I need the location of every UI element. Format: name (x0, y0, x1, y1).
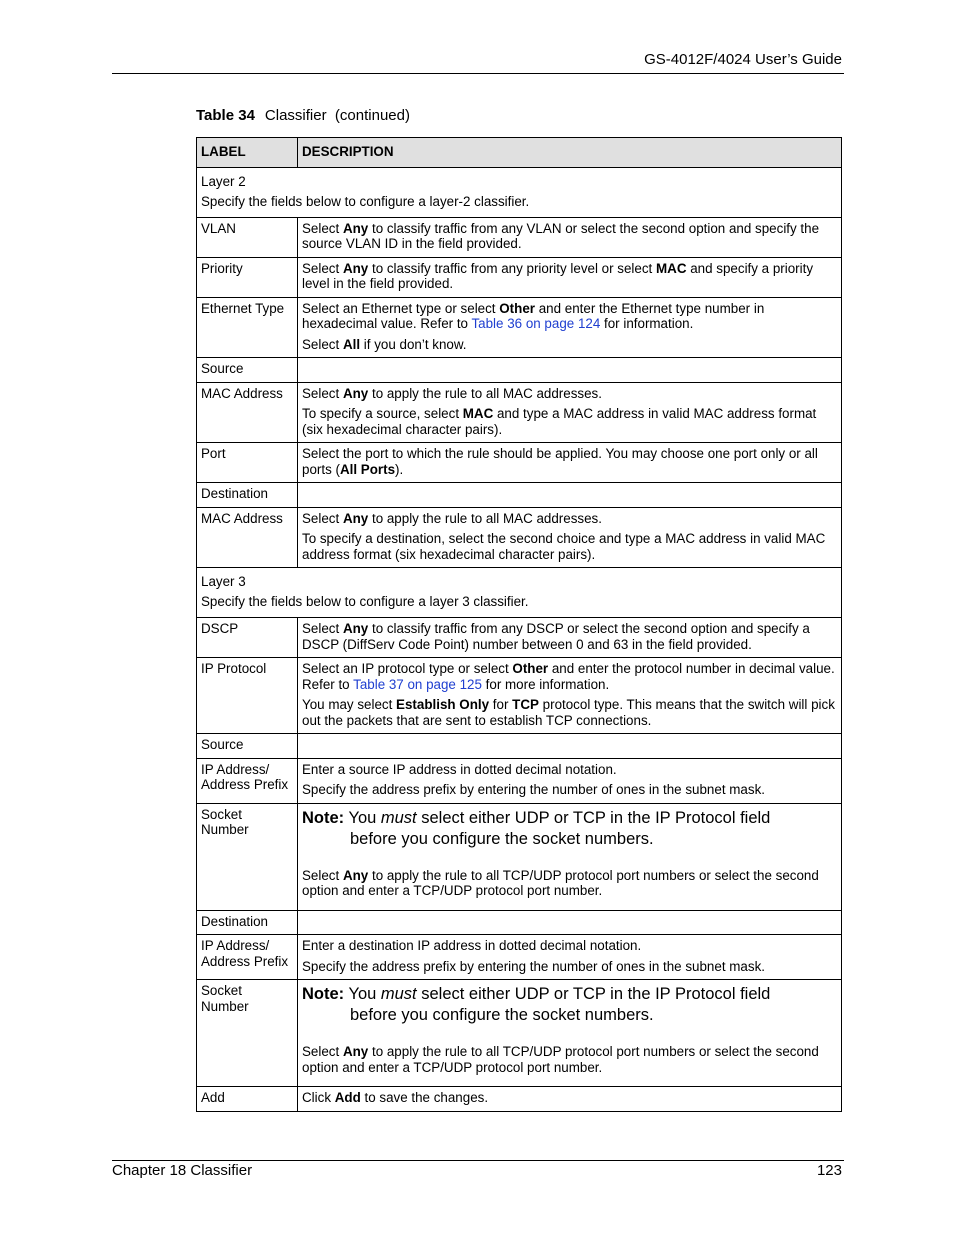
row-description (298, 483, 842, 508)
row-description (298, 910, 842, 935)
row-description (298, 358, 842, 383)
table-row (197, 803, 842, 910)
row-description: Select Any to classify traffic from any VLAN or select the second option and specify the source VLAN ID in the field provided. (298, 217, 842, 257)
table-row (197, 1087, 842, 1112)
table-row (197, 658, 842, 734)
table-row (197, 443, 842, 483)
row-description: Enter a destination IP address in dotted decimal notation. Specify the address prefix by entering the number of ones in the subnet mask. (298, 935, 842, 980)
row-description: Click Add to save the changes. (298, 1087, 842, 1112)
table-row (197, 217, 842, 257)
layer3-title: Layer 3 (201, 574, 246, 589)
classifier-table (196, 137, 842, 1112)
table-row (197, 297, 842, 358)
row-description: Select an Ethernet type or select Other and enter the Ethernet type number in hexadecimal value. Refer to Table 36 on page 124 for information. Select All if you don’t know. (298, 297, 842, 358)
row-description: Select Any to apply the rule to all MAC addresses. To specify a destination, select the second choice and type a MAC address in valid MAC address format (six hexadecimal character pairs). (298, 507, 842, 568)
row-label: IP Address/ Address Prefix (197, 758, 298, 803)
row-label: IP Protocol (197, 658, 298, 734)
row-label: Socket Number (197, 803, 298, 910)
footer-rule (112, 1160, 844, 1161)
table-number: Table 34 (196, 107, 255, 124)
footer-chapter: Chapter 18 Classifier (112, 1162, 253, 1179)
table-caption (196, 107, 410, 124)
table-row (197, 257, 842, 297)
row-label: MAC Address (197, 382, 298, 443)
table-row (197, 734, 842, 759)
table-row (197, 618, 842, 658)
layer2-title: Layer 2 (201, 173, 246, 189)
row-label: Source (197, 734, 298, 759)
table-header-row (197, 138, 842, 168)
row-description: Select Any to classify traffic from any DSCP or select the second option and specify a DSCP (DiffServ Code Point) number between 0 and 63 in the field provided. (298, 618, 842, 658)
row-description: Note: You must select either UDP or TCP in the IP Protocol field before you configure the socket numbers. Select Any to apply the rule to all TCP/UDP protocol port numbers or select the second option and enter a TCP/UDP protocol port number. (298, 980, 842, 1087)
row-label: Ethernet Type (197, 297, 298, 358)
label-column-header: LABEL (197, 138, 298, 168)
row-description: Note: You must select either UDP or TCP in the IP Protocol field before you configure the socket numbers. Select Any to apply the rule to all TCP/UDP protocol port numbers or select the second option and enter a TCP/UDP protocol port number. (298, 803, 842, 910)
header-rule (112, 73, 844, 74)
description-column-header: DESCRIPTION (298, 138, 842, 168)
table-row (197, 980, 842, 1087)
table-row (197, 358, 842, 383)
table-row (197, 758, 842, 803)
row-label: IP Address/ Address Prefix (197, 935, 298, 980)
page-number: 123 (816, 1162, 842, 1179)
table-36-link[interactable]: Table 36 on page 124 (471, 316, 601, 331)
table-row (197, 483, 842, 508)
note: Note: You must select either UDP or TCP in the IP Protocol field before you configure the socket numbers. (302, 808, 771, 848)
row-label: Add (197, 1087, 298, 1112)
row-description: Select Any to classify traffic from any priority level or select MAC and specify a priority level in the field provided. (298, 257, 842, 297)
table-title: Classifier (continued) (264, 107, 410, 124)
row-description: Enter a source IP address in dotted decimal notation. Specify the address prefix by entering the number of ones in the subnet mask. (298, 758, 842, 803)
note: Note: You must select either UDP or TCP in the IP Protocol field before you configure the socket numbers. (302, 985, 771, 1024)
table-37-link[interactable]: Table 37 on page 125 (353, 676, 482, 692)
row-label: Destination (197, 483, 298, 508)
table-row (197, 507, 842, 568)
row-description (298, 734, 842, 759)
layer3-section-row (197, 568, 842, 618)
table-row (197, 910, 842, 935)
row-description: Select Any to apply the rule to all MAC addresses. To specify a source, select MAC and type a MAC address in valid MAC address format (six hexadecimal character pairs). (298, 382, 842, 443)
row-label: DSCP (197, 618, 298, 658)
layer2-description: Specify the fields below to configure a layer-2 classifier. (201, 193, 530, 209)
row-label: Port (197, 443, 298, 483)
layer3-description: Specify the fields below to configure a layer 3 classifier. (201, 594, 529, 609)
header-title: GS-4012F/4024 User’s Guide (644, 51, 842, 68)
row-label: MAC Address (197, 507, 298, 568)
row-label: Source (197, 358, 298, 383)
table-row (197, 382, 842, 443)
row-description: Select the port to which the rule should be applied. You may choose one port only or all ports (All Ports). (298, 443, 842, 483)
table-row (197, 935, 842, 980)
layer2-section-row (197, 167, 842, 217)
row-label: Socket Number (197, 980, 298, 1087)
row-label: VLAN (197, 217, 298, 257)
row-label: Priority (197, 257, 298, 297)
row-label: Destination (197, 910, 298, 935)
row-description: Select an IP protocol type or select Other and enter the protocol number in decimal value. Refer to Table 37 on page 125 for more information. You may select Establish Only for TCP protocol type. This means that the switch will pick out the packets that are sent to establish TCP connections. (298, 658, 842, 734)
